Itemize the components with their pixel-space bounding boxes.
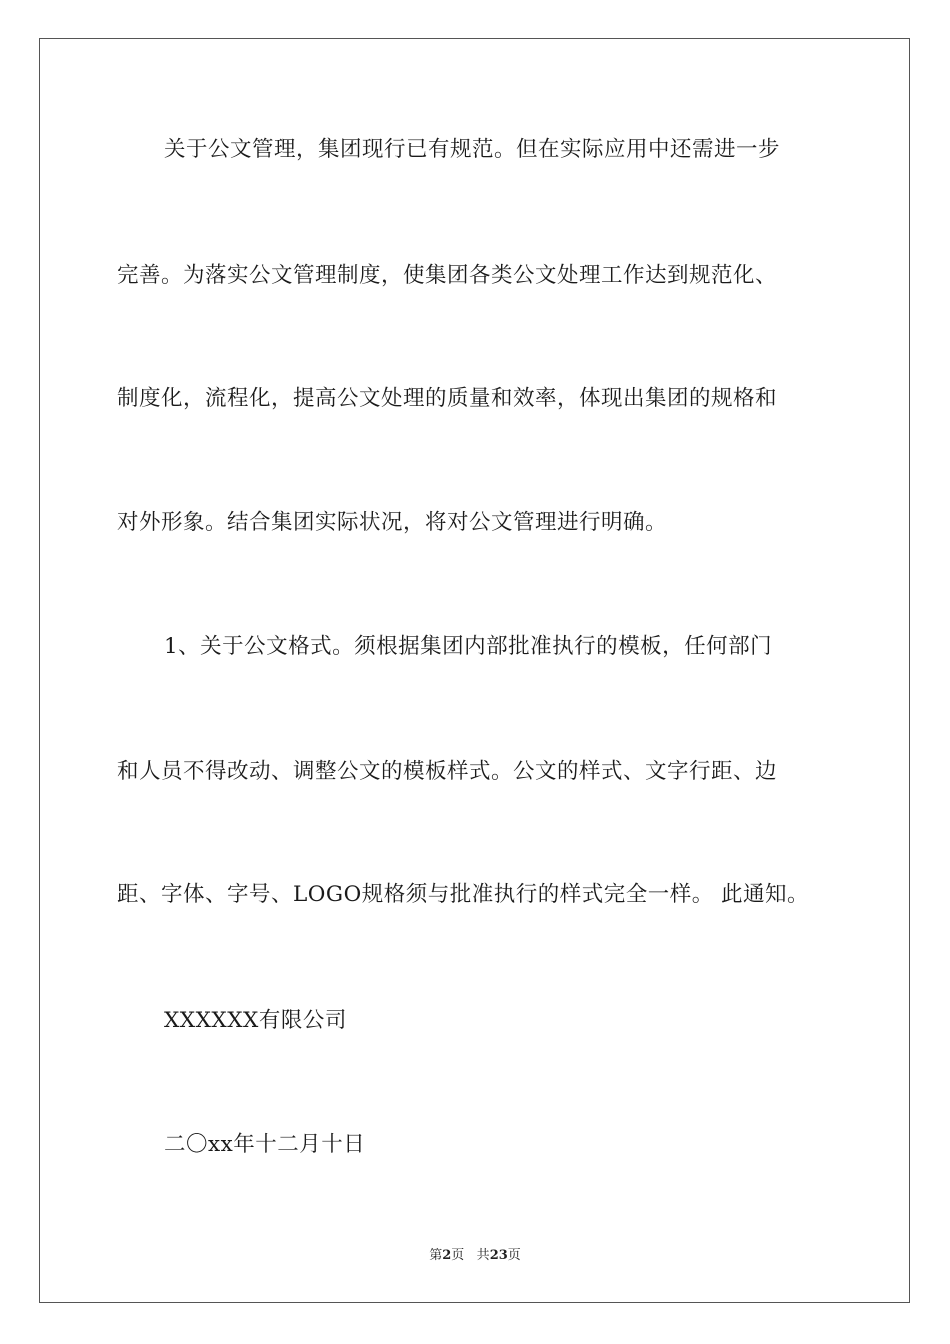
total-prefix: 共 bbox=[476, 1248, 490, 1263]
paragraph-line-2: 完善。为落实公文管理制度，使集团各类公文处理工作达到规范化、 bbox=[117, 263, 778, 288]
paragraph-line-4: 对外形象。结合集团实际状况，将对公文管理进行明确。 bbox=[117, 510, 668, 535]
paragraph-line-6: 和人员不得改动、调整公文的模板样式。公文的样式、文字行距、边 bbox=[117, 759, 778, 784]
paragraph-line-1: 关于公文管理，集团现行已有规范。但在实际应用中还需进一步 bbox=[164, 137, 781, 162]
paragraph-line-3: 制度化，流程化，提高公文处理的质量和效率，体现出集团的规格和 bbox=[117, 386, 778, 411]
total-suffix: 页 bbox=[507, 1248, 521, 1263]
page-prefix: 第 bbox=[429, 1248, 443, 1263]
document-date: 二〇xx年十二月十日 bbox=[164, 1132, 366, 1157]
page-border bbox=[39, 38, 910, 1303]
company-signature: XXXXXX有限公司 bbox=[164, 1008, 347, 1033]
total-pages: 23 bbox=[489, 1248, 508, 1263]
page-footer bbox=[0, 1247, 950, 1265]
paragraph-line-5: 1、关于公文格式。须根据集团内部批准执行的模板，任何部门 bbox=[164, 634, 773, 659]
page-number: 2 bbox=[442, 1248, 452, 1263]
paragraph-line-7: 距、字体、字号、LOGO规格须与批准执行的样式完全一样。 此通知。 bbox=[117, 882, 810, 907]
page-suffix: 页 bbox=[451, 1248, 465, 1263]
